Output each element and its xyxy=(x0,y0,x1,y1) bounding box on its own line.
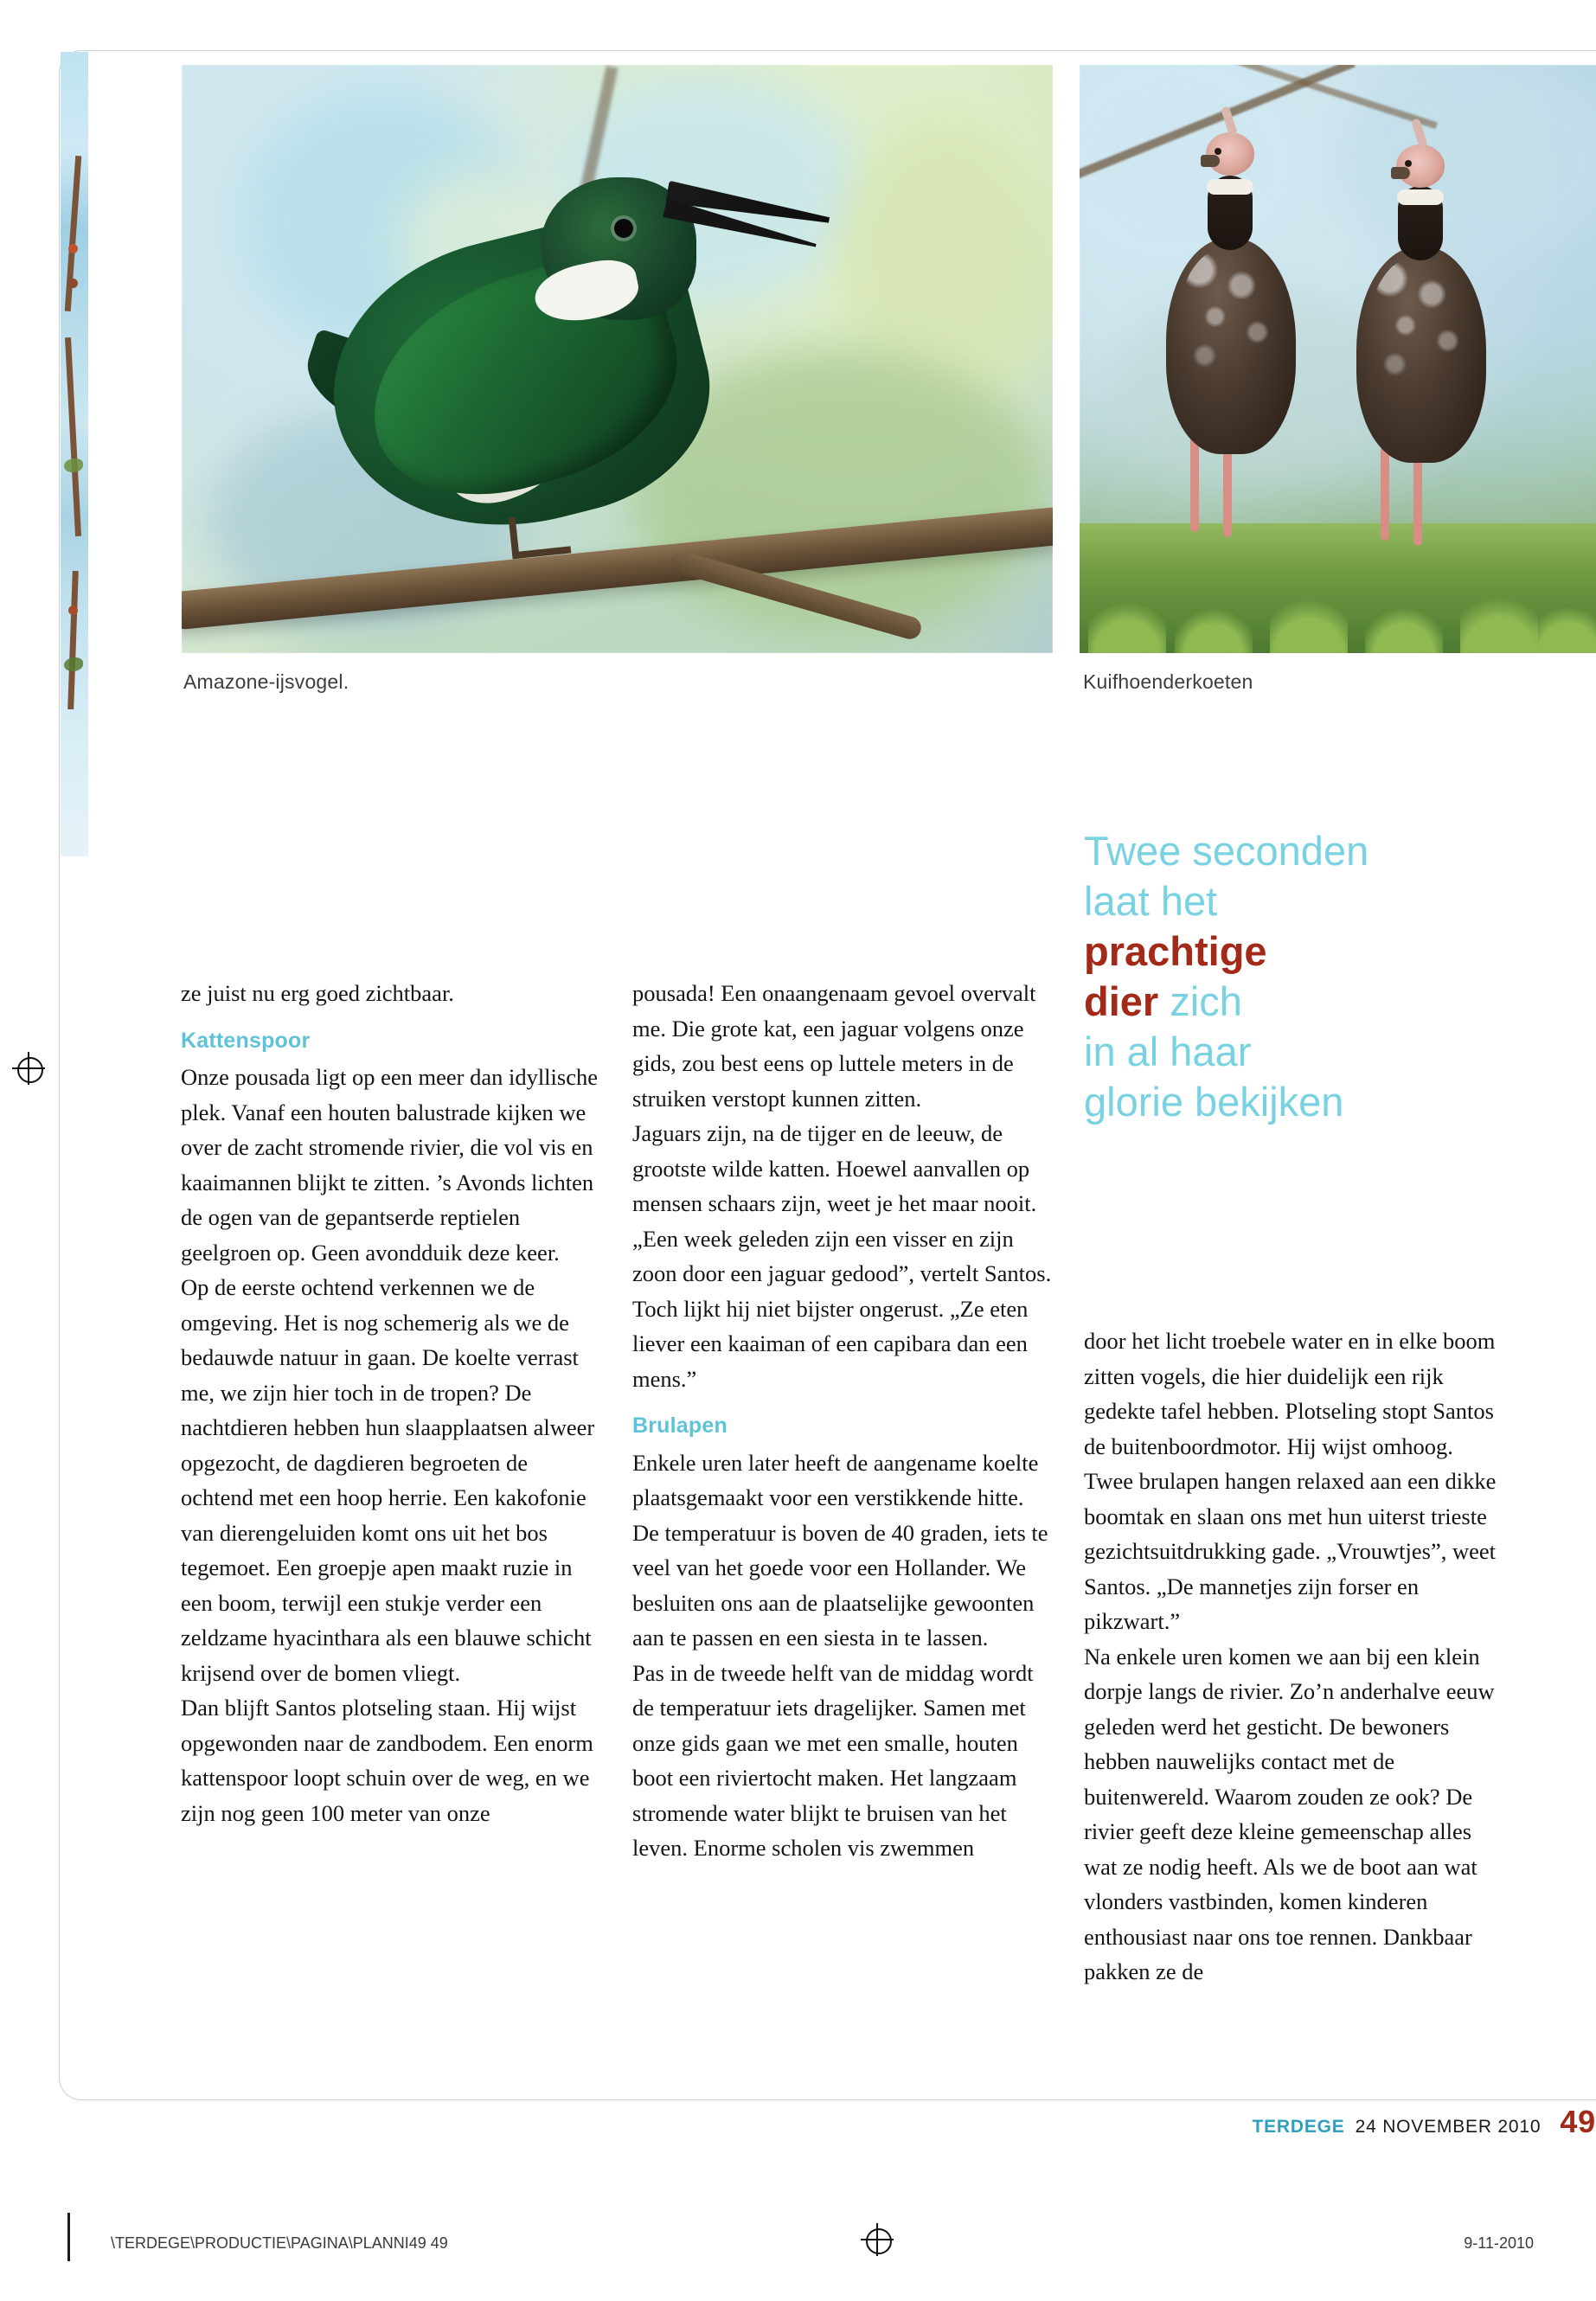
text-column-one xyxy=(181,976,600,1830)
berry-decoration xyxy=(68,279,78,288)
bird-bill xyxy=(1391,167,1410,179)
leaf-decoration xyxy=(64,657,83,671)
paragraph: Jaguars zijn, na de tijger en de leeuw, de grootste wilde katten. Hoewel aanvallen op mensen schaars zijn, weet je het maar nooit. „Een week geleden zijn een visser en zijn zoon door een jaguar gedood”, vertelt Santos. Toch lijkt hij niet bijster ongerust. „Ze eten liever een kaaiman of een capibara dan een mens.” xyxy=(632,1120,1052,1392)
subheading-kattenspoor: Kattenspoor xyxy=(181,1028,311,1053)
bird-eye xyxy=(1215,148,1221,155)
photo-amazon-kingfisher xyxy=(182,65,1053,653)
pull-quote-line-5: glorie bekijken xyxy=(1084,1079,1344,1125)
bird-foot xyxy=(509,512,572,560)
caption-right-photo: Kuifhoenderkoeten xyxy=(1083,670,1253,693)
twig-decoration xyxy=(67,571,79,709)
bird-head xyxy=(1206,132,1254,176)
paragraph: Pas in de tweede helft van de middag wordt de temperatuur iets dragelijker. Samen met onze gids gaan we met een smalle, houten boot een riviertocht maken. Het langzaam stromende water blijkt te bruisen van het leven. Enorme scholen vis zwemmen xyxy=(632,1659,1034,1861)
bird-head xyxy=(1396,144,1445,188)
caption-left-photo: Amazone-ijsvogel. xyxy=(183,670,349,693)
bird-eye xyxy=(1405,160,1412,167)
bird-body xyxy=(1356,247,1486,463)
bird-body xyxy=(1166,238,1296,454)
pull-quote-line-2: laat het xyxy=(1084,878,1218,924)
bird-leg xyxy=(1381,445,1389,541)
paragraph: pousada! Een onaangenaam gevoel overvalt me. Die grote kat, een jaguar volgens onze gids, zou best eens op luttele meters in de struiken verstopt kunnen zitten. xyxy=(632,980,1036,1112)
printline-filepath: \TERDEGE\PRODUCTIE\PAGINA\PLANNI49 49 xyxy=(111,2234,448,2252)
bird-leg xyxy=(1413,451,1422,546)
folio-masthead: TERDEGE xyxy=(1252,2117,1345,2137)
paragraph: Enkele uren later heeft de aangename koelte plaatsgemaakt voor een verstikkende hitte. De temperatuur is boven de 40 graden, iets te veel van het goede voor een Hollander. We besluiten ons aan de plaatselijke gewoonten aan te passen en een siesta in te lassen. xyxy=(632,1449,1048,1650)
bird-leg xyxy=(1223,442,1232,537)
folio-date: 24 NOVEMBER 2010 xyxy=(1355,2117,1542,2137)
text-column-three xyxy=(1084,1324,1503,1990)
folio xyxy=(1252,2104,1596,2140)
pull-quote-emphasis-1: prachtige xyxy=(1084,928,1267,974)
berry-decoration xyxy=(68,244,78,253)
bird-eye xyxy=(614,219,633,238)
bird-leg xyxy=(1190,437,1199,532)
paragraph: Op de eerste ochtend verkennen we de omgeving. Het is nog schemerig als we de bedauwde natuur in gaan. De koelte verrast me, we zijn hier toch in de tropen? De nachtdieren hebben hun slaapplaatsen alweer opgezocht, de dagdieren begroeten de ochtend met een hoop herrie. Een kakofonie van dierengeluiden komt ons uit het bos tegemoet. Een groepje apen maakt ruzie in een boom, terwijl een stukje verder een zeldzame hyacinthara als een blauwe schicht krijsend over de bomen vliegt. xyxy=(181,1274,595,1686)
pull-quote-emphasis-2: dier xyxy=(1084,978,1159,1024)
photo-horned-screamers xyxy=(1080,65,1596,653)
paragraph: Na enkele uren komen we aan bij een klein dorpje langs de rivier. Zo’n anderhalve eeuw geleden werd het gesticht. De bewoners hebben nauwelijks contact met de buitenwereld. Waarom zouden ze ook? De rivier geeft deze kleine gemeenschap alles wat ze nodig heeft. Als we de boot aan wat vlonders vastbinden, komen kinderen enthousiast naar ons toe rennen. Dankbaar pakken ze de xyxy=(1084,1643,1495,1984)
paragraph: Dan blijft Santos plotseling staan. Hij wijst opgewonden naar de zandbodem. Een enorm kattenspoor loopt schuin over de weg, en we zijn nog geen 100 meter van onze xyxy=(181,1695,593,1826)
berry-decoration xyxy=(68,606,78,615)
twig-decoration xyxy=(65,156,82,311)
folio-page-number: 49 xyxy=(1560,2104,1596,2139)
bird-bill xyxy=(1201,155,1220,167)
leaf-decoration xyxy=(64,458,83,472)
subheading-brulapen: Brulapen xyxy=(632,1413,727,1438)
registration-mark-icon xyxy=(12,1052,45,1085)
printline-date: 9-11-2010 xyxy=(1464,2234,1534,2252)
pull-quote-line-3-tail: zich xyxy=(1158,978,1242,1024)
paragraph-lead: ze juist nu erg goed zichtbaar. xyxy=(181,980,454,1006)
paragraph: door het licht troebele water en in elke boom zitten vogels, die hier duidelijk een rijk gedekte tafel hebben. Plotseling stopt Santos de buitenboordmotor. Hij wijst omhoog. Twee brulapen hangen relaxed aan een dikke boomtak en slaan ons met hun uiterst trieste gezichtsuitdrukking gade. „Vrouwtjes”, weet Santos. „De mannetjes zijn forser en pikzwart.” xyxy=(1084,1328,1497,1634)
crop-tick-mark xyxy=(67,2213,70,2261)
registration-mark-icon xyxy=(861,2223,894,2256)
twig-decoration xyxy=(65,337,81,536)
paragraph: Onze pousada ligt op een meer dan idyllische plek. Vanaf een houten balustrade kijken we over de zacht stromende rivier, die vol vis en kaaimannen blijkt te zitten. ’s Avonds lichten de ogen van de gepantserde reptielen geelgroen op. Geen avondduik deze keer. xyxy=(181,1064,598,1266)
bird-collar xyxy=(1207,179,1253,195)
pull-quote-line-4: in al haar xyxy=(1084,1029,1252,1074)
left-bleed-photo-strip xyxy=(61,52,88,856)
bird-collar xyxy=(1397,189,1444,205)
text-column-two xyxy=(632,976,1052,1866)
vegetation-ground xyxy=(1080,523,1596,653)
pull-quote-line-1: Twee seconden xyxy=(1084,828,1369,874)
pull-quote xyxy=(1084,826,1534,1127)
